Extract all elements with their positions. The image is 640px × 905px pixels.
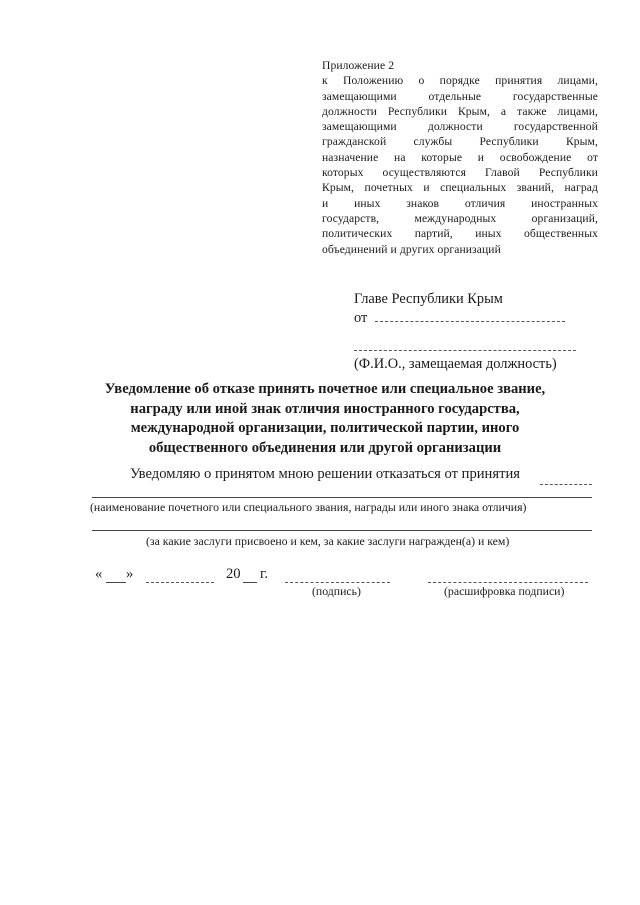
merits-hint: (за какие заслуги присвоено и кем, за какие заслуги награжден(а) и кем) xyxy=(146,534,510,548)
signature-decoding-field[interactable] xyxy=(428,582,588,583)
date-year-suffix: г. xyxy=(260,566,268,582)
signature-field[interactable] xyxy=(285,582,390,583)
statement-text: Уведомляю о принятом мною решении отказаться от принятия xyxy=(130,466,520,482)
appendix-line: Крым, почетных и специальных званий, наград xyxy=(322,181,598,195)
appendix-line: замещающими отдельные государственные xyxy=(322,89,598,103)
appendix-line: политических партий, иных общественных xyxy=(322,227,598,241)
title-line: общественного объединения или другой организации xyxy=(148,439,502,456)
appendix-line: гражданской службы Республики Крым, xyxy=(322,135,598,149)
appendix-line: замещающими должности государственной xyxy=(322,120,598,134)
addressee-block xyxy=(354,290,576,374)
addressee-to: Главе Республики Крым xyxy=(354,291,503,307)
award-name-field[interactable] xyxy=(92,497,592,498)
award-name-hint: (наименование почетного или специального звания, награды или иного знака отличия) xyxy=(90,500,527,514)
appendix-line: и иных знаков отличия иностранных xyxy=(322,196,598,210)
addressee-from-row xyxy=(354,309,576,328)
appendix-line: должности Республики Крым, а также лицами, xyxy=(322,104,598,118)
appendix-header xyxy=(322,58,598,257)
addressee-from-label: от xyxy=(354,310,368,326)
addressee-from-field[interactable] xyxy=(375,321,565,322)
date-quote-close: » xyxy=(126,566,134,582)
appendix-line: к Положению о порядке принятия лицами, xyxy=(322,74,598,88)
statement-field[interactable] xyxy=(540,484,592,485)
appendix-line: назначение на которые и освобождение от xyxy=(322,150,598,164)
title-line: международной организации, политической партии, иного xyxy=(130,420,520,437)
appendix-title: Приложение 2 xyxy=(322,59,395,72)
appendix-line: объединений и других организаций xyxy=(322,242,501,256)
appendix-line: государств, международных организаций, xyxy=(322,211,598,225)
signature-label: (подпись) xyxy=(312,584,361,598)
merits-field[interactable] xyxy=(92,530,592,531)
title-line: Уведомление об отказе принять почетное или специальное звание, xyxy=(104,381,546,397)
date-day-field[interactable] xyxy=(106,582,126,583)
date-year-field[interactable] xyxy=(243,582,257,583)
notification-title xyxy=(90,380,560,458)
addressee-caption: (Ф.И.О., замещаемая должность) xyxy=(354,356,557,372)
signature-decoding-label: (расшифровка подписи) xyxy=(444,584,565,598)
date-year-prefix: 20 xyxy=(226,566,241,582)
date-quote-open: « xyxy=(95,566,103,582)
title-line: награду или иной знак отличия иностранного государства, xyxy=(130,400,520,417)
date-month-field[interactable] xyxy=(146,582,214,583)
appendix-line: которых осуществляются Главой Республики xyxy=(322,166,598,180)
